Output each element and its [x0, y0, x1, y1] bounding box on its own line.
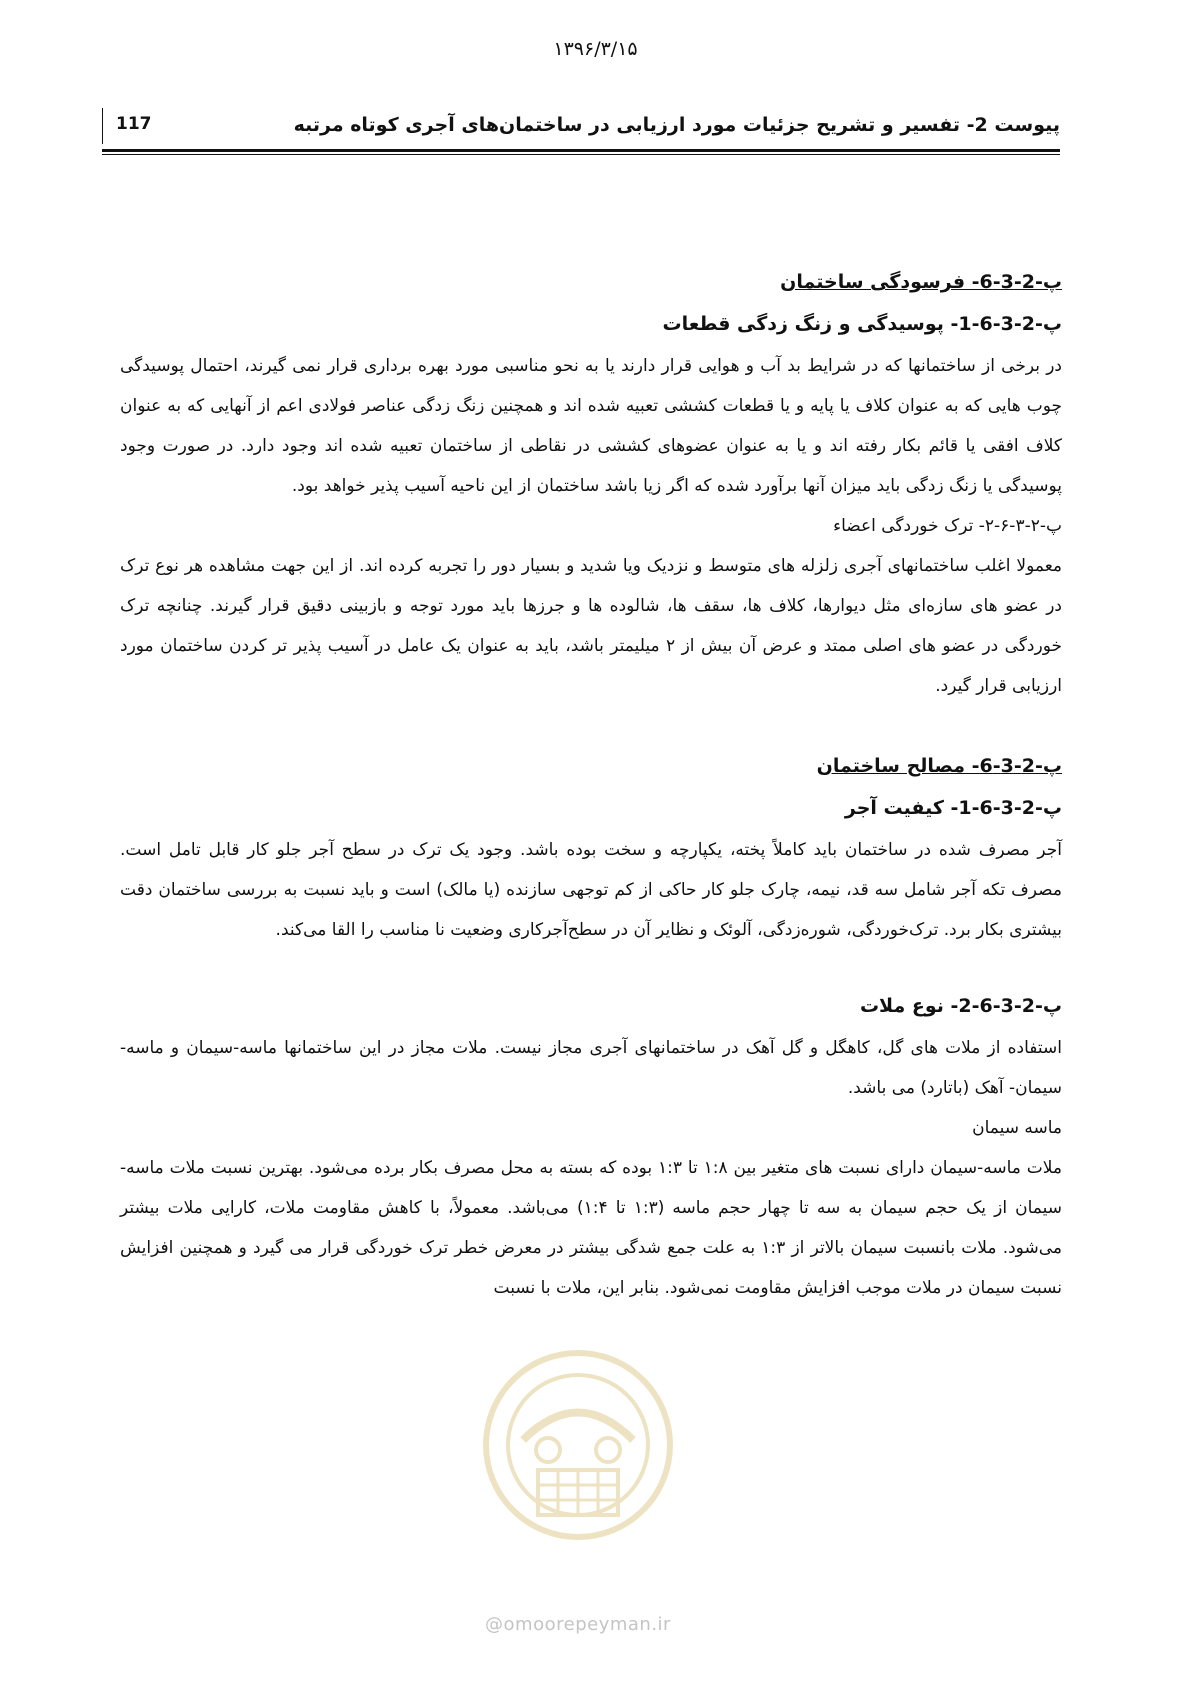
subsection-heading: پ-۲-۳-۶-۲- ترک خوردگی اعضاء — [833, 516, 1062, 536]
header-divider — [102, 108, 103, 144]
page-number: 117 — [116, 114, 152, 134]
header-rule-thick — [102, 149, 1060, 152]
top-date: ۱۳۹۶/۳/۱۵ — [553, 38, 638, 60]
subsection-heading: پ-2-3-6-1- پوسیدگی و زنگ زدگی قطعات — [662, 313, 1062, 335]
section-heading: پ-2-3-6- مصالح ساختمان — [816, 755, 1062, 777]
running-header — [102, 108, 1060, 148]
subsection-heading: پ-2-3-6-2- نوع ملات — [859, 995, 1062, 1017]
header-rule-thin — [102, 154, 1060, 155]
subsection-heading: پ-2-3-6-1- کیفیت آجر — [844, 797, 1062, 819]
paragraph: ملات ماسه-سیمان دارای نسبت های متغیر بین ۱:۸ تا ۱:۳ بوده که بسته به محل مصرف بکار برده می‌شود. بهترین نسبت ملات ماسه-سیمان از یک حجم سیمان به سه تا چهار حجم ماسه (۱:۳ تا ۱:۴) می‌باشد. معمولاً، با کاهش مقاومت ملات، کارایی ملات بیشتر می‌شود. ملات بانسبت سیمان بالاتر از ۱:۳ به علت جمع شدگی بیشتر در معرض خطر ترک خوردگی قرار می گیرد و همچنین افزایش نسبت سیمان در ملات موجب افزایش مقاومت نمی‌شود. بنابر این، ملات با نسبت — [120, 1158, 1062, 1298]
section-heading: پ-2-3-6- فرسودگی ساختمان — [780, 271, 1062, 293]
paragraph: آجر مصرف شده در ساختمان باید کاملاً پخته، یکپارچه و سخت بوده باشد. وجود یک ترک در سطح آجر جلو کار قابل تامل است. مصرف تکه آجر شامل سه قد، نیمه، چارک جلو کار حاکی از کم توجهی سازنده (یا مالک) است و باید نسبت به بررسی ساختمان دقت بیشتری بکار برد. ترک‌خوردگی، شوره‌زدگی، آلوئک و نظایر آن در سطح‌آجرکاری وضعیت نا مناسب را القا می‌کند. — [120, 840, 1062, 940]
watermark-seal-logo — [478, 1345, 678, 1545]
running-title: پیوست 2- تفسیر و تشریح جزئیات مورد ارزیابی در ساختمان‌های آجری کوتاه مرتبه — [293, 114, 1060, 136]
subsection-heading: ماسه سیمان — [972, 1118, 1062, 1138]
document-body — [120, 262, 1062, 1308]
paragraph: معمولا اغلب ساختمانهای آجری زلزله های متوسط و نزدیک ویا شدید و بسیار دور را تجربه کرده اند. از این جهت مشاهده هر نوع ترک در عضو های سازه‌ای مثل دیوارها، کلاف ها، سقف ها، شالوده ها و جرزها باید مورد توجه و بازبینی دقیق قرار گیرند. چنانچه ترک خوردگی در عضو های اصلی ممتد و عرض آن بیش از ۲ میلیمتر باشد، باید به عنوان یک عامل در آسیب پذیر تر کردن ساختمان مورد ارزیابی قرار گیرد. — [120, 556, 1062, 696]
paragraph: در برخی از ساختمانها که در شرایط بد آب و هوایی قرار دارند یا به نحو مناسبی مورد بهره برداری قرار نمی گیرند، احتمال پوسیدگی چوب هایی که به عنوان کلاف یا پایه و یا قطعات کششی تعبیه شده اند و همچنین زنگ زدگی عناصر فولادی اعم از آنهایی که به عنوان کلاف افقی یا قائم بکار رفته اند و یا به عنوان عضوهای کششی در نقاطی از ساختمان تعبیه شده اند وجود دارد. در صورت وجود پوسیدگی یا زنگ زدگی باید میزان آنها برآورد شده که اگر زیا باشد ساختمان از این ناحیه آسیب پذیر خواهد بود. — [120, 356, 1062, 496]
paragraph: استفاده از ملات های گل، کاهگل و گل آهک در ساختمانهای آجری مجاز نیست. ملات مجاز در این ساختمانها ماسه-سیمان و ماسه-سیمان- آهک (باتارد) می باشد. — [120, 1038, 1062, 1098]
watermark-text: @omoorepeyman.ir — [485, 1614, 671, 1635]
